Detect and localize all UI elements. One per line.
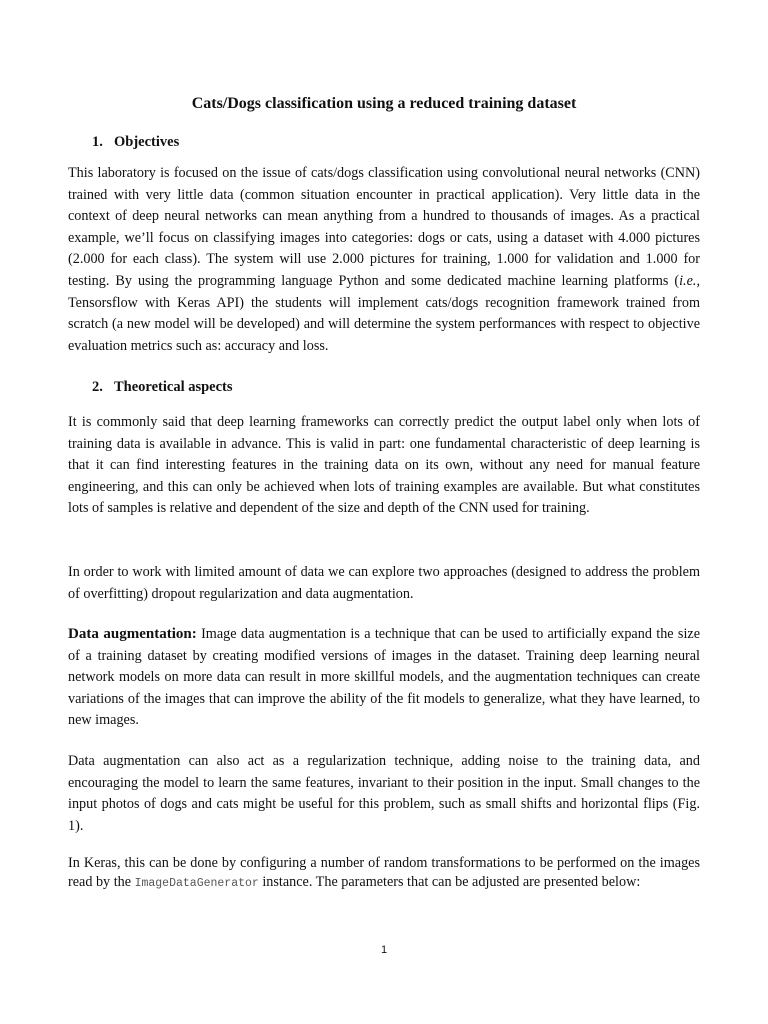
theory-paragraph-2: In order to work with limited amount of data we can explore two approaches (designed to address the problem of overfitting) dropout regularization and data augmentation. (68, 564, 700, 602)
data-augmentation-label: Data augmentation: (68, 626, 197, 642)
theory-paragraph-4: Data augmentation can also act as a regularization technique, adding noise to the training data, and encouraging the model to learn the same features, invariant to their position in the input. Small changes to the input photos of dogs and cats might be useful for this problem, such as small shifts and horizontal flips (Fig. 1). (68, 753, 700, 834)
keras-text-part1: In Keras, this can be done by configuring a number of random transformations to be performed on the images read by the (68, 855, 700, 890)
section-heading-text: Objectives (114, 134, 180, 150)
section-heading-theoretical-aspects (92, 377, 233, 397)
theory-paragraph-1: It is commonly said that deep learning frameworks can correctly predict the output label only when lots of training data is available in advance. This is valid in part: one fundamental characteristic of deep learning is that it can find interesting features in the training data on its own, without any need for manual feature engineering, and this can only be achieved when lots of training examples are available. But what constitutes lots of samples is relative and dependent of the size and depth of the CNN used for training. (68, 414, 700, 517)
data-augmentation-paragraph (68, 624, 700, 732)
data-augmentation-text: Image data augmentation is a technique that can be used to artificially expand the size of a training dataset by creating modified versions of images in the dataset. Training deep learning neural network models on more data can result in more skillful models, and the augmentation techniques can create variations of the images that can improve the ability of the fit models to generalize, what they have learned, to new images. (68, 626, 700, 729)
section-heading-objectives (92, 132, 179, 152)
objectives-paragraph (68, 163, 700, 357)
image-data-generator-code: ImageDataGenerator (134, 876, 259, 890)
keras-paragraph (68, 854, 700, 893)
page-number: 1 (380, 944, 388, 956)
document-title: Cats/Dogs classification using a reduced training dataset (191, 95, 577, 112)
objectives-text-part1: This laboratory is focused on the issue of cats/dogs classification using convolutional neural networks (CNN) trained with very little data (common situation encounter in practical application). Very little data in the context of deep neural networks can mean anything from a hundred to thousands of images. As a practical example, we’ll focus on classifying images into categories: dogs or cats, using a dataset with 4.000 pictures (2.000 for each class). The system will use 2.000 pictures for training, 1.000 for validation and 1.000 for testing. By using the programming language Python and some dedicated machine learning platforms ( (68, 165, 700, 289)
objectives-text-part2: Tensorsflow with Keras API) the students will implement cats/dogs recognition framework trained from scratch (a new model will be developed) and will determine the system performances with respect to objective evaluation metrics such as: accuracy and loss. (68, 294, 700, 354)
ie-abbreviation: i.e., (679, 272, 700, 289)
section-number: 1. (92, 134, 103, 150)
section-number: 2. (92, 379, 103, 395)
keras-text-part2: instance. The parameters that can be adjusted are presented below: (258, 873, 641, 890)
section-heading-text: Theoretical aspects (114, 379, 233, 395)
